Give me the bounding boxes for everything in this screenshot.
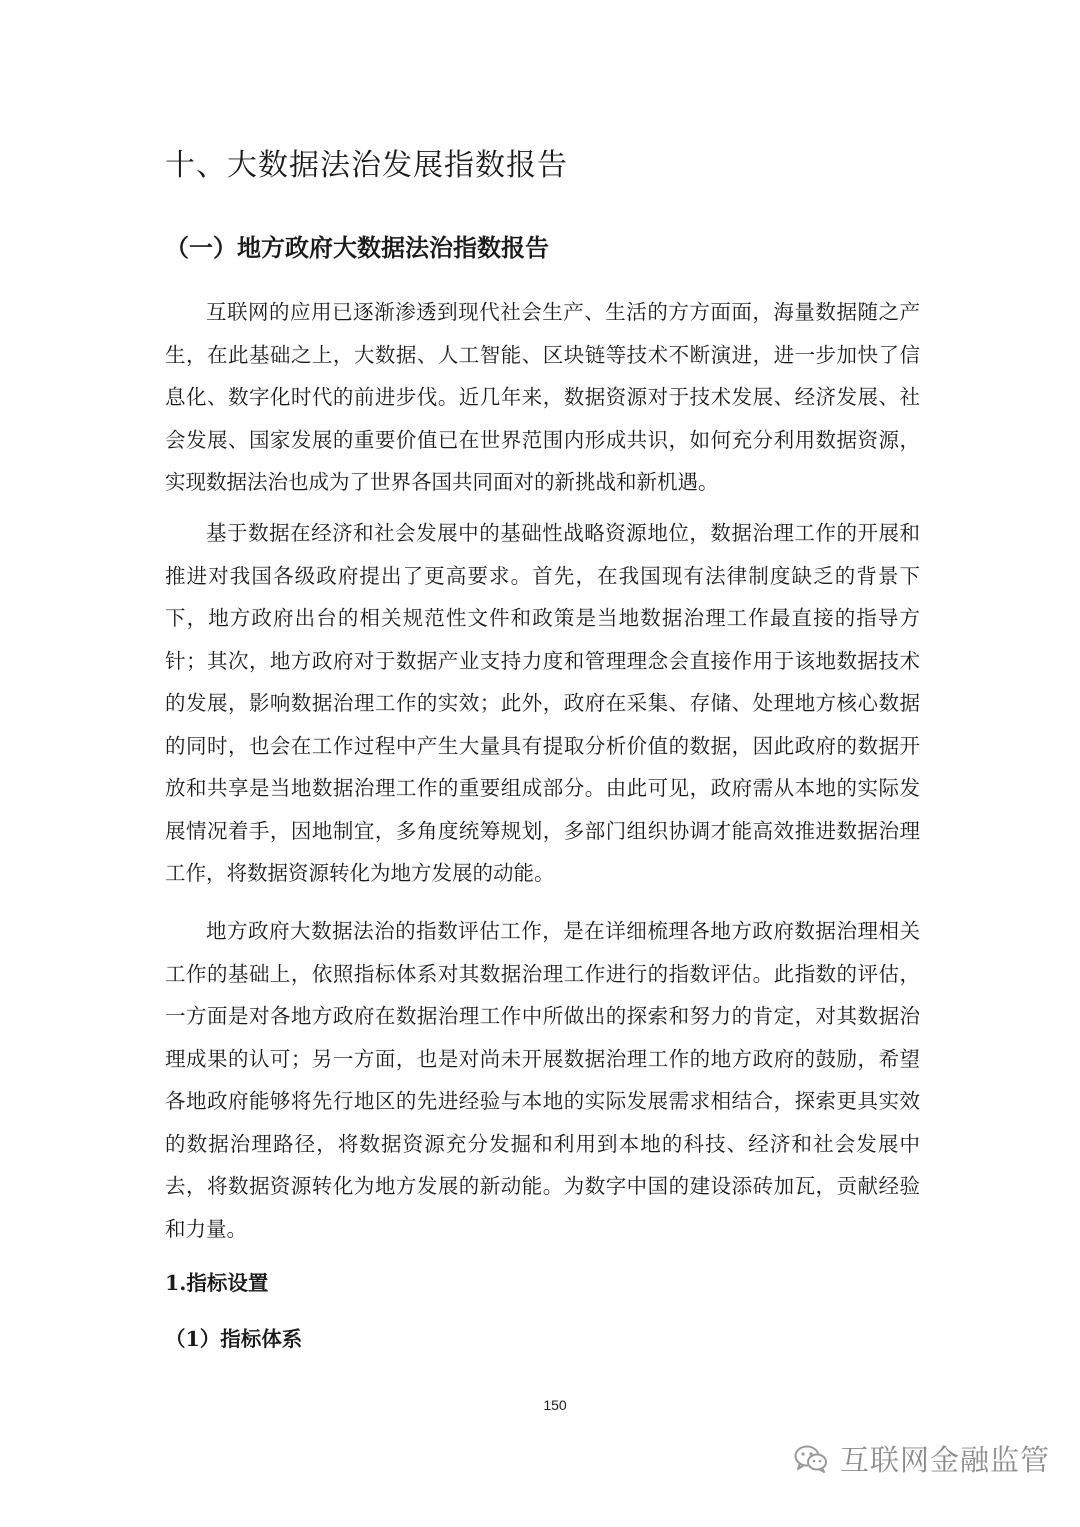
watermark-text: 互联网金融监管 [839, 1443, 1050, 1477]
sub-subheading: （1）指标体系 [165, 1327, 303, 1351]
page-number: 150 [543, 1397, 567, 1413]
subheading: 1.指标设置 [165, 1271, 269, 1295]
body-paragraph: 互联网的应用已逐渐渗透到现代社会生产、生活的方方面面，海量数据随之产生，在此基础之上，大数据、人工智能、区块链等技术不断演进，进一步加快了信息化、数字化时代的前进步伐。近几年来，数据资源对于技术发展、经济发展、社会发展、国家发展的重要价值已在世界范围内形成共识，如何充分利用数据资源，实现数据法治也成为了世界各国共同面对的新挑战和新机遇。 [165, 300, 920, 494]
body-paragraph: 基于数据在经济和社会发展中的基础性战略资源地位，数据治理工作的开展和推进对我国各级政府提出了更高要求。首先，在我国现有法律制度缺乏的背景下下，地方政府出台的相关规范性文件和政策是当地数据治理工作最直接的指导方针；其次，地方政府对于数据产业支持力度和管理理念会直接作用于该地数据技术的发展，影响数据治理工作的实效；此外，政府在采集、存储、处理地方核心数据的同时，也会在工作过程中产生大量具有提取分析价值的数据，因此政府的数据开放和共享是当地数据治理工作的重要组成部分。由此可见，政府需从本地的实际发展情况着手，因地制宜，多角度统筹规划，多部门组织协调才能高效推进数据治理工作，将数据资源转化为地方发展的动能。 [165, 521, 920, 885]
watermark [794, 1438, 1050, 1479]
chapter-title: 十、大数据法治发展指数报告 [165, 148, 568, 183]
wechat-icon [794, 1444, 828, 1474]
body-paragraph: 地方政府大数据法治的指数评估工作，是在详细梳理各地方政府数据治理相关工作的基础上，依照指标体系对其数据治理工作进行的指数评估。此指数的评估，一方面是对各地方政府在数据治理工作中所做出的探索和努力的肯定，对其数据治理成果的认可；另一方面，也是对尚未开展数据治理工作的地方政府的鼓励，希望各地政府能够将先行地区的先进经验与本地的实际发展需求相结合，探索更具实效的数据治理路径，将数据资源充分发掘和利用到本地的科技、经济和社会发展中去，将数据资源转化为地方发展的新动能。为数字中国的建设添砖加瓦，贡献经验和力量。 [165, 919, 920, 1241]
section-title: （一）地方政府大数据法治指数报告 [165, 233, 549, 262]
